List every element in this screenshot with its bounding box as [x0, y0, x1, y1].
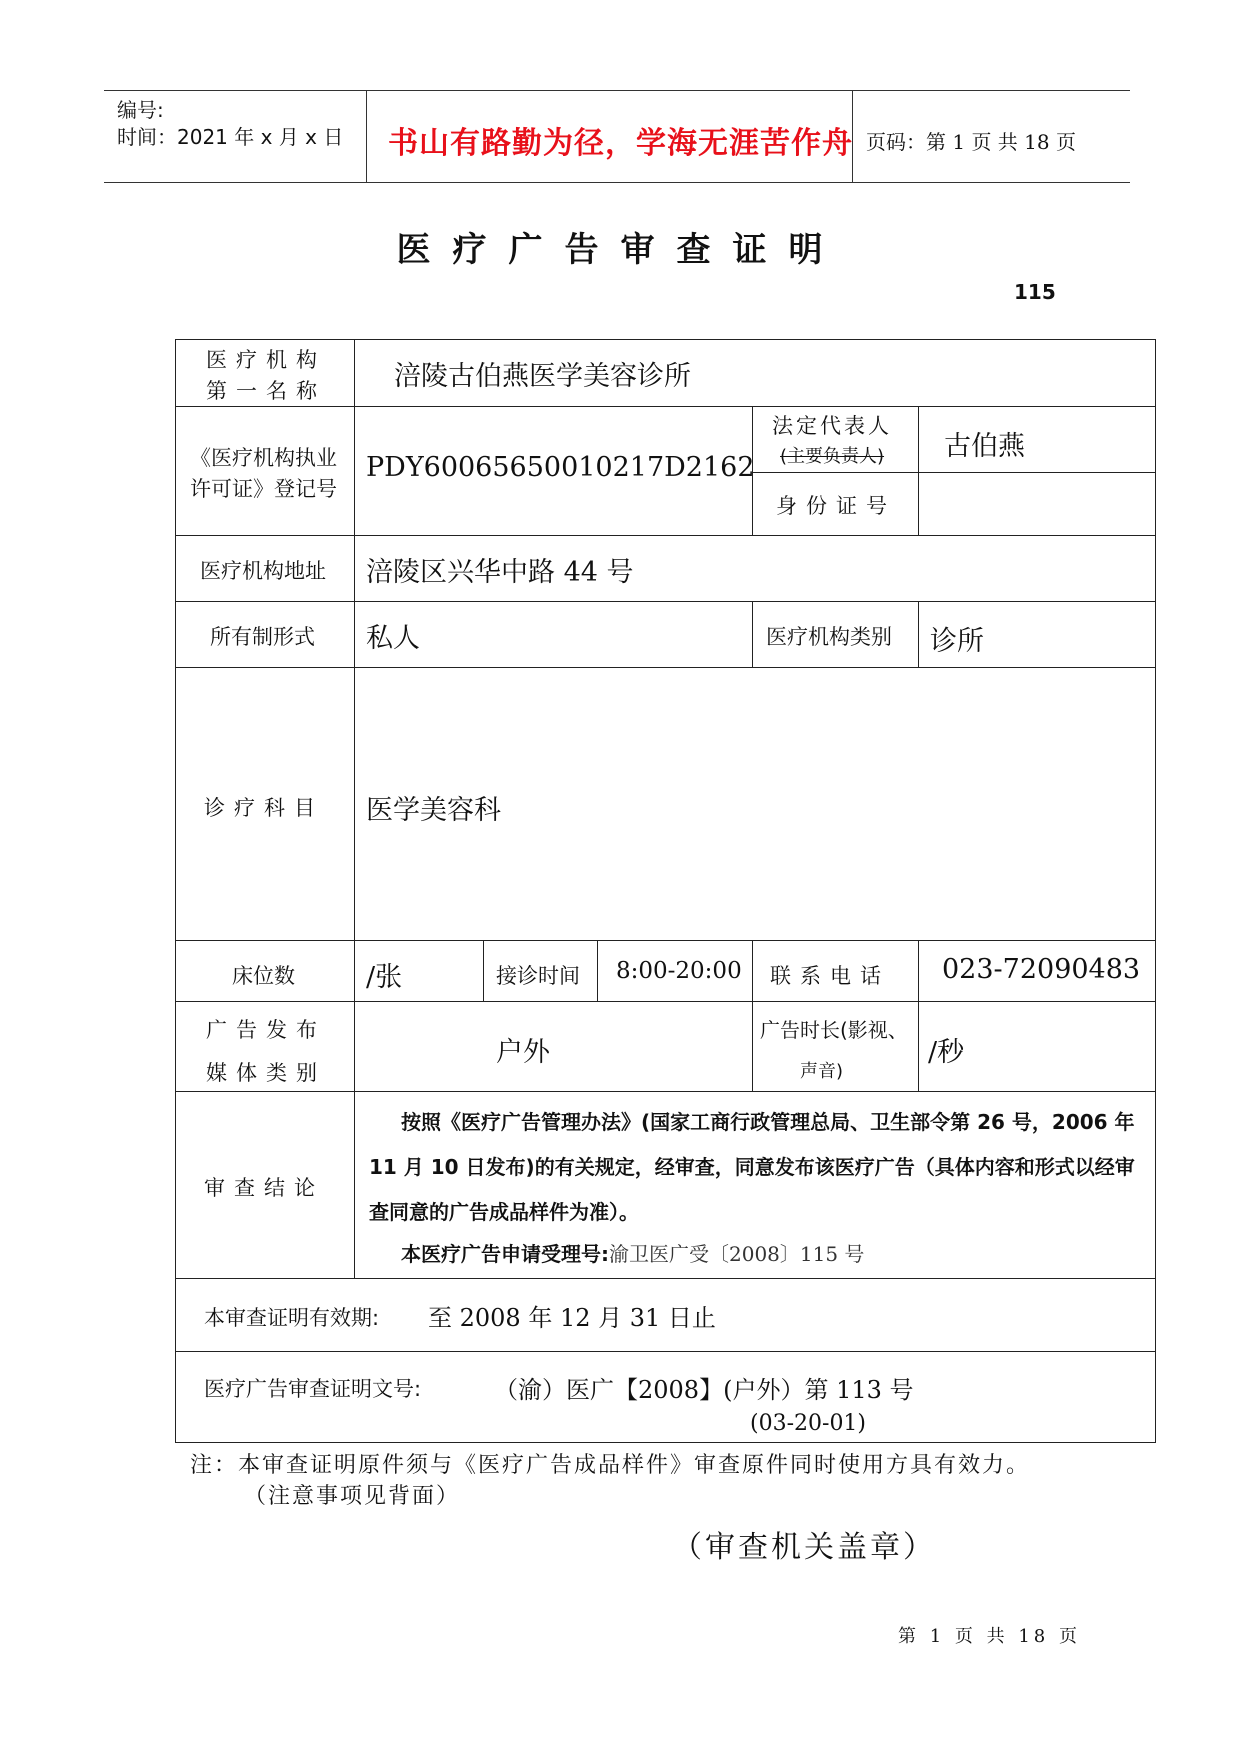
beds-label: 床位数	[232, 964, 295, 988]
cert-number-label: 医疗广告审查证明文号:	[204, 1377, 422, 1401]
id-number-label: 身份证号	[776, 494, 896, 518]
institution-name-value: 涪陵古伯燕医学美容诊所	[394, 361, 691, 392]
institution-name-label-line-1: 医疗机构	[206, 348, 326, 372]
license-number-value: PDY60065650010217D2162	[366, 452, 755, 483]
header-bottom-rule	[104, 182, 1130, 183]
reverse-side-note: （注意事项见背面）	[244, 1484, 461, 1509]
row-rule	[176, 1001, 1155, 1002]
phone-value: 023-72090483	[942, 954, 1141, 985]
seal-placeholder: （审查机关盖章）	[672, 1530, 936, 1565]
document-ref-number: 115	[1014, 280, 1056, 304]
duration-value: /秒	[928, 1037, 965, 1068]
validity-value: 至 2008 年 12 月 31 日止	[428, 1304, 716, 1332]
application-label: 本医疗广告申请受理号:	[401, 1242, 609, 1266]
row-rule	[752, 472, 1155, 473]
media-value: 户外	[496, 1037, 550, 1068]
row-rule	[176, 1278, 1155, 1279]
col-rule	[918, 601, 919, 667]
col-rule	[918, 940, 919, 1091]
phone-label: 联系电话	[770, 964, 890, 988]
legal-rep-value: 古伯燕	[944, 431, 1025, 462]
document-title: 医疗广告审查证明	[396, 230, 845, 270]
address-value: 涪陵区兴华中路 44 号	[366, 557, 634, 588]
address-label: 医疗机构地址	[200, 559, 326, 583]
review-label: 审查结论	[204, 1176, 324, 1200]
col-rule	[483, 940, 484, 1001]
media-label-line-1: 广告发布	[206, 1018, 326, 1042]
header-time-label: 时间：2021 年 x 月 x 日	[117, 125, 344, 149]
category-value: 诊所	[930, 626, 984, 657]
departments-value: 医学美容科	[366, 795, 501, 826]
row-rule	[176, 535, 1155, 536]
legal-rep-sub-label: (主要负责人)	[780, 446, 885, 467]
row-rule	[176, 940, 1155, 941]
hours-value: 8:00-20:00	[616, 958, 742, 984]
license-label-line-2: 许可证》登记号	[190, 477, 337, 501]
cert-code-value: (03-20-01)	[750, 1411, 867, 1436]
row-rule	[176, 601, 1155, 602]
ownership-label: 所有制形式	[210, 625, 315, 649]
col-rule	[354, 340, 355, 1278]
header-page-label: 页码：第 1 页 共 18 页	[866, 130, 1076, 154]
header-divider-left	[366, 90, 367, 182]
row-rule	[176, 1351, 1155, 1352]
header-code-label: 编号:	[117, 98, 164, 122]
col-rule	[752, 601, 753, 667]
cert-number-value: （渝）医广【2008】(户外）第 113 号	[494, 1376, 914, 1404]
review-text	[369, 1100, 1154, 1235]
validity-note: 注：本审查证明原件须与《医疗广告成品样件》审查原件同时使用方具有效力。	[190, 1453, 1031, 1478]
row-rule	[176, 406, 1155, 407]
application-number: 渝卫医广受〔2008〕115 号	[609, 1242, 865, 1266]
col-rule	[918, 406, 919, 535]
duration-label-line-1: 广告时长(影视、	[760, 1018, 908, 1042]
legal-rep-label: 法定代表人	[772, 414, 892, 438]
review-form-table	[175, 339, 1156, 1443]
application-line	[401, 1238, 864, 1267]
institution-name-label-line-2: 第一名称	[206, 379, 326, 403]
col-rule	[597, 940, 598, 1001]
review-text-content: 按照《医疗广告管理办法》(国家工商行政管理总局、卫生部令第 26 号，2006 年 11 月 10 日发布)的有关规定，经审查，同意发布该医疗广告（具体内容和形式以经审查同意的广告成品样件为准）。	[369, 1110, 1135, 1224]
header-top-rule	[104, 90, 1130, 91]
row-rule	[176, 1091, 1155, 1092]
license-label-line-1: 《医疗机构执业	[190, 446, 337, 470]
media-label-line-2: 媒体类别	[206, 1061, 326, 1085]
row-rule	[176, 667, 1155, 668]
departments-label: 诊疗科目	[204, 796, 324, 820]
duration-label-line-2: 声音)	[800, 1061, 844, 1082]
footer-page-number: 第 1 页 共 18 页	[898, 1626, 1081, 1647]
category-label: 医疗机构类别	[766, 625, 892, 649]
validity-label: 本审查证明有效期:	[204, 1306, 380, 1330]
header-motto: 书山有路勤为径，学海无涯苦作舟	[388, 126, 853, 161]
beds-value: /张	[366, 962, 403, 993]
hours-label: 接诊时间	[496, 964, 580, 988]
col-rule	[752, 940, 753, 1091]
ownership-value: 私人	[366, 623, 420, 654]
